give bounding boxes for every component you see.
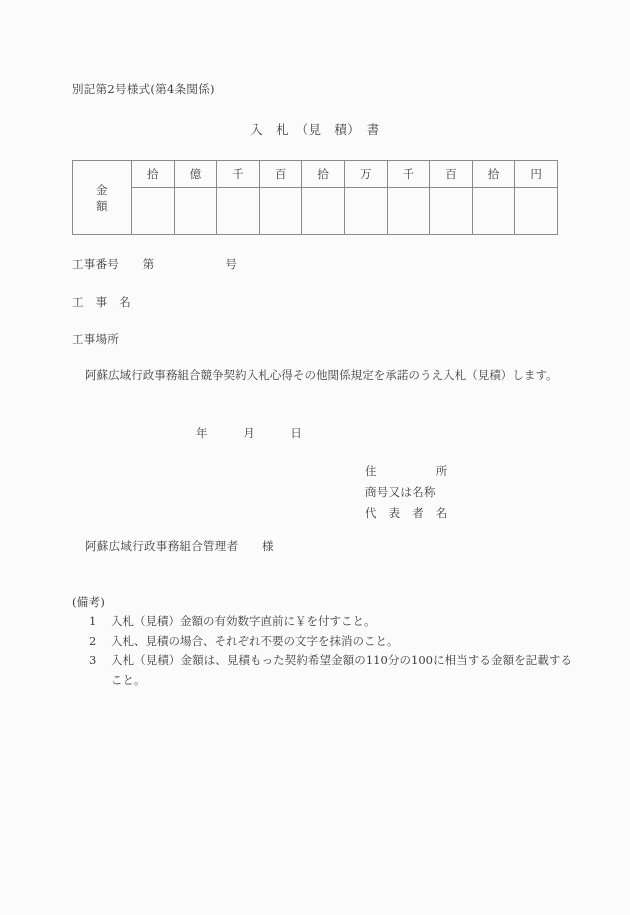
work-number-field[interactable]: 工事番号 第 号	[72, 257, 238, 271]
amount-unit-header: 億	[174, 161, 217, 188]
amount-digit-cell[interactable]	[430, 188, 473, 235]
amount-unit-header: 拾	[472, 161, 515, 188]
amount-unit-header: 百	[259, 161, 302, 188]
remarks-item-number: 3	[89, 653, 97, 667]
amount-digit-cell[interactable]	[472, 188, 515, 235]
amount-table	[72, 160, 558, 235]
remarks-section	[72, 593, 572, 690]
amount-unit-header: 万	[344, 161, 387, 188]
date-field[interactable]: 年 月 日	[196, 426, 303, 440]
amount-digit-cell[interactable]	[387, 188, 430, 235]
amount-unit-header: 円	[515, 161, 558, 188]
amount-unit-header: 拾	[132, 161, 175, 188]
work-location-field[interactable]: 工事場所	[72, 332, 120, 346]
remarks-item-number: 2	[89, 633, 97, 648]
remarks-list	[72, 612, 572, 690]
amount-table-value-row	[73, 188, 558, 235]
amount-digit-cell[interactable]	[174, 188, 217, 235]
form-code-label: 別記第2号様式(第4条関係)	[72, 82, 215, 96]
remarks-item-number: 1	[89, 614, 97, 628]
remarks-item-text: 入札（見積）金額は、見積もった契約希望金額の110分の100に相当する金額を記載すること。	[111, 653, 572, 687]
remarks-item	[72, 612, 572, 632]
remarks-item-text: 入札、見積の場合、それぞれ不要の文字を抹消のこと。	[111, 633, 399, 648]
amount-unit-header: 千	[217, 161, 260, 188]
address-field[interactable]: 住 所	[365, 464, 448, 478]
amount-digit-cell[interactable]	[344, 188, 387, 235]
work-name-field[interactable]: 工 事 名	[72, 295, 131, 309]
amount-digit-cell[interactable]	[217, 188, 260, 235]
addressee-line: 阿蘇広域行政事務組合管理者 様	[85, 539, 274, 553]
amount-table-header-row	[73, 161, 558, 188]
page-title: 入 札 （見 積） 書	[250, 122, 380, 137]
remarks-item-text: 入札（見積）金額の有効数字直前に￥を付すこと。	[111, 614, 376, 628]
amount-digit-cell[interactable]	[302, 188, 345, 235]
acknowledgement-statement: 阿蘇広域行政事務組合競争契約入札心得その他関係規定を承諾のうえ入札（見積）します。	[85, 368, 558, 382]
remarks-item	[72, 632, 572, 652]
remarks-heading: (備考)	[72, 595, 106, 609]
company-name-field[interactable]: 商号又は名称	[365, 485, 436, 499]
amount-unit-header: 百	[430, 161, 473, 188]
amount-row-label: 金 額	[73, 161, 132, 235]
remarks-item	[72, 651, 572, 690]
amount-digit-cell[interactable]	[515, 188, 558, 235]
amount-unit-header: 拾	[302, 161, 345, 188]
amount-digit-cell[interactable]	[259, 188, 302, 235]
representative-field[interactable]: 代 表 者 名	[365, 506, 448, 520]
signature-block	[365, 461, 448, 524]
amount-unit-header: 千	[387, 161, 430, 188]
